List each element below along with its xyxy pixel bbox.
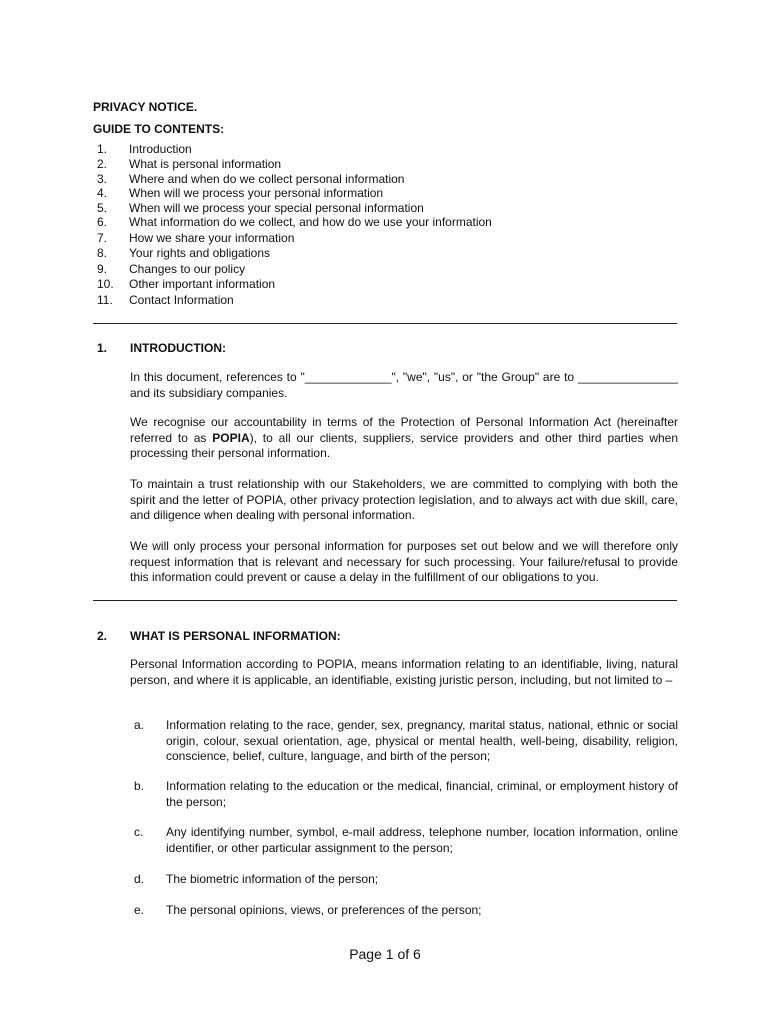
section-heading: INTRODUCTION:	[130, 341, 226, 355]
document-page: PRIVACY NOTICE. GUIDE TO CONTENTS: 1. Introduction 2. What is personal information 3. Where and when do we collect personal information 4. When will we process your personal information 5. When will we process your special personal information 6. What information do we collect, and how do we use your information 7. How we share your information 8. Your rights and obligations 9. Changes to our policy 10. Other important information 11. Contact Information 1. INTRODUCTION: In this document, references to "_____________", "we", "us", or "the Group" are to _______________ and its subsidiary companies. We recognise our accountability in terms of the Protection of Personal Information Act (hereinafter referred to as POPIA), to all our clients, suppliers, service providers and other third parties when processing their personal information. To maintain a trust relationship with our Stakeholders, we are committed to complying with both the spirit and the letter of POPIA, other privacy protection legislation, and to always act with due skill, care, and diligence when dealing with personal information. We will only process your personal information for purposes set out below and we will therefore only request information that is relevant and necessary for such processing. Your failure/refusal to provide this information could prevent or cause a delay in the fulfillment of our obligations to you. 2. WHAT IS PERSONAL INFORMATION: Personal Information according to POPIA, means information relating to an identifiable, living, natural person, and where it is applicable, an identifiable, existing juristic person, including, but not limited to – a. Information relating to the race, gender, sex, pregnancy, marital status, national, ethnic or social origin, colour, sexual orientation, age, physical or mental health, well-being, disability, religion, conscience, belief, culture, language, and birth of the person; b. Information relating to the education or the medical, financial, criminal, or employment history of the person; c. Any identifying number, symbol, e-mail address, telephone number, location information, online identifier, or other particular assignment to the person; d. The biometric information of the person; e. The personal opinions, views, or preferences of the person; Page 1 of 6	[0, 0, 770, 1024]
paragraph: We will only process your personal information for purposes set out below and we will therefore only request information that is relevant and necessary for such processing. Your failure/refusal to provide this information could prevent or cause a delay in the fulfillment of our obligations to you.	[130, 539, 678, 584]
section-number: 2.	[97, 629, 108, 643]
section-divider	[93, 323, 677, 324]
paragraph: To maintain a trust relationship with our Stakeholders, we are committed to complying with both the spirit and the letter of POPIA, other privacy protection legislation, and to always act with due skill, care, and diligence when dealing with personal information.	[130, 477, 678, 522]
section-number: 1.	[97, 341, 108, 355]
section-heading: WHAT IS PERSONAL INFORMATION:	[130, 629, 341, 643]
popia-term: POPIA	[212, 430, 250, 445]
page-footer: Page 1 of 6	[349, 946, 421, 962]
list-item: e. The personal opinions, views, or preferences of the person;	[134, 903, 482, 917]
paragraph: We recognise our accountability in terms of the Protection of Personal Information Act (hereinafter referred to as POPIA), to all our clients, suppliers, service providers and other third parties when processing their personal information.	[130, 415, 679, 460]
list-item: c. Any identifying number, symbol, e-mail address, telephone number, location information, online identifier, or other particular assignment to the person;	[134, 825, 678, 855]
list-item: a. Information relating to the race, gender, sex, pregnancy, marital status, national, ethnic or social origin, colour, sexual orientation, age, physical or mental health, well-being, disability, religion, conscience, belief, culture, language, and birth of the person;	[134, 718, 678, 763]
paragraph: In this document, references to "_____________", "we", "us", or "the Group" are to _______________ and its subsidiary companies.	[130, 370, 678, 400]
list-item: d. The biometric information of the person;	[134, 872, 379, 886]
list-item: b. Information relating to the education or the medical, financial, criminal, or employment history of the person;	[134, 779, 678, 809]
paragraph: Personal Information according to POPIA, means information relating to an identifiable, living, natural person, and where it is applicable, an identifiable, existing juristic person, including, but not limited to –	[130, 657, 678, 687]
toc-heading: GUIDE TO CONTENTS:	[93, 122, 225, 136]
section-divider	[93, 600, 677, 601]
document-title: PRIVACY NOTICE.	[93, 100, 198, 114]
